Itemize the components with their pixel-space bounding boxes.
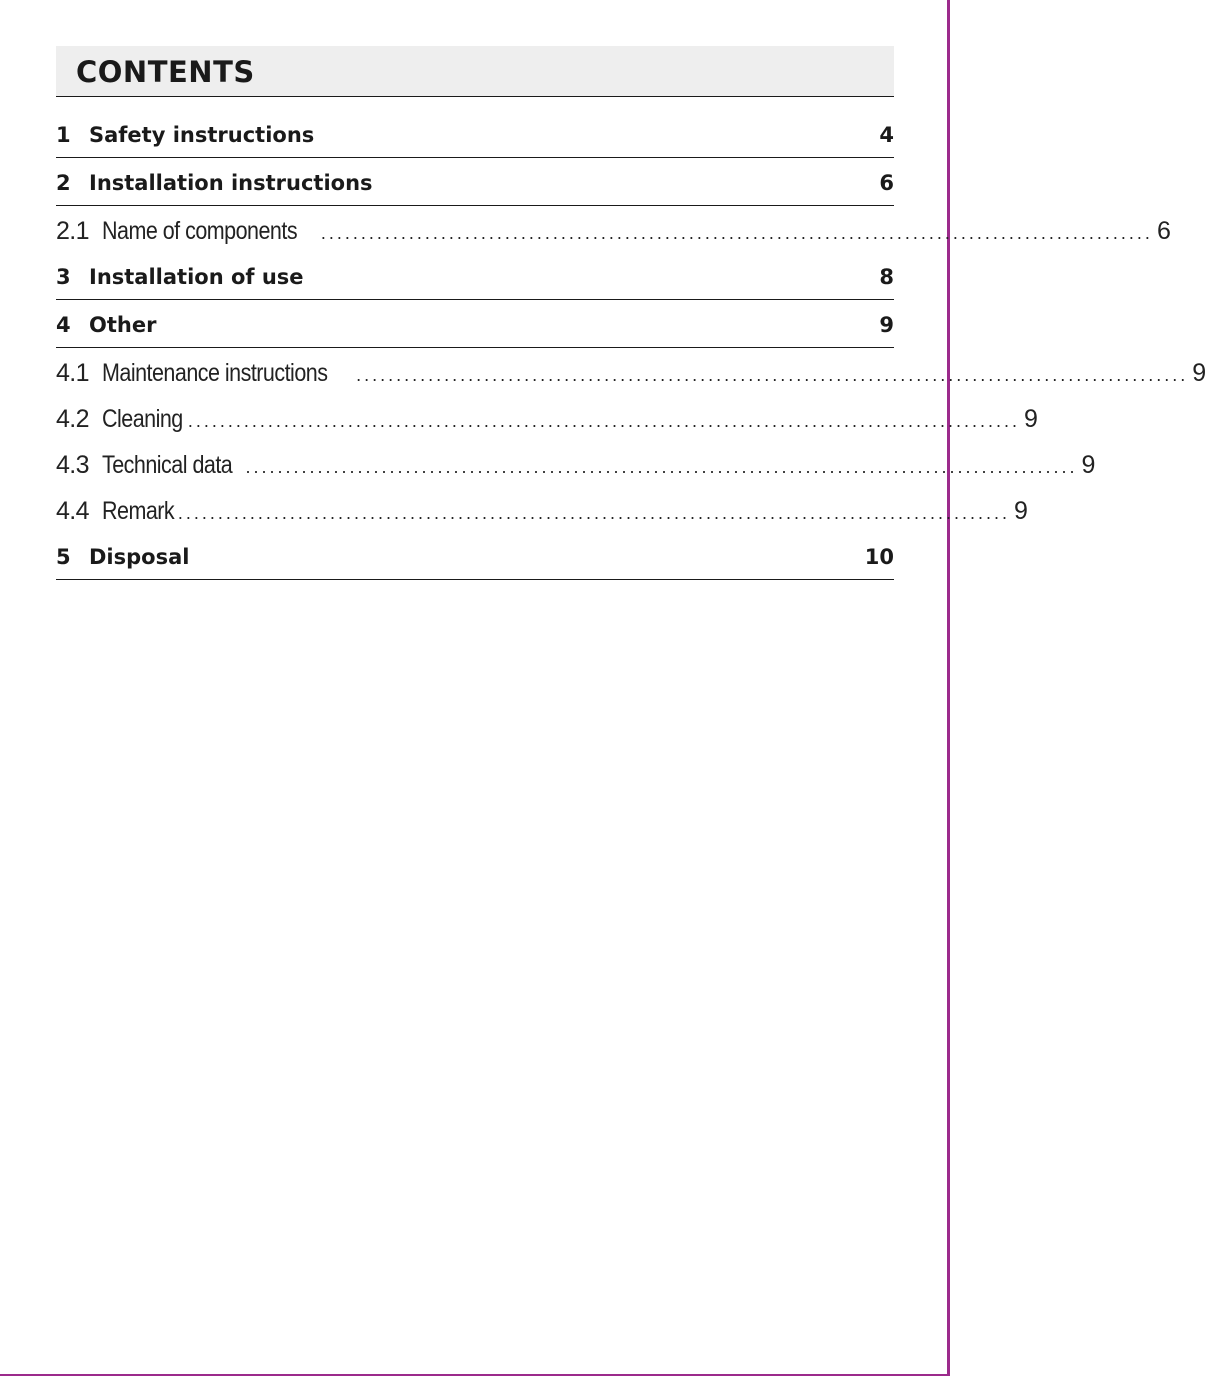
- toc-entry-chapter-5[interactable]: [56, 532, 894, 580]
- entry-number: 4.3: [56, 451, 89, 479]
- toc-entry-chapter-3[interactable]: [56, 252, 894, 300]
- dot-leader: ........................................................................................................: [177, 503, 1011, 523]
- toc-list: [56, 110, 1206, 580]
- dot-leader: ........................................................................................................: [356, 365, 1189, 385]
- entry-label: Disposal: [89, 545, 190, 569]
- toc-entry-chapter-1[interactable]: [56, 110, 894, 158]
- toc-entry-chapter-2[interactable]: [56, 158, 894, 206]
- dot-leader: ........................................................................................................: [245, 457, 1078, 477]
- entry-page-number: 6: [1156, 217, 1171, 245]
- entry-page-number: 9: [879, 313, 894, 337]
- toc-entry-section-4-2[interactable]: [56, 394, 1038, 440]
- entry-number: 1: [56, 123, 71, 147]
- page-edge-right: [947, 0, 950, 1376]
- entry-label: Safety instructions: [89, 123, 315, 147]
- entry-number: 4.2: [56, 405, 89, 433]
- entry-page-number: 9: [1081, 451, 1095, 479]
- contents-header: [56, 46, 894, 97]
- entry-label: Other: [89, 313, 157, 337]
- contents-title: CONTENTS: [76, 55, 255, 89]
- entry-number: 4.4: [56, 497, 89, 525]
- entry-label: Installation of use: [89, 265, 304, 289]
- toc-entry-section-4-4[interactable]: [56, 486, 1028, 532]
- entry-label: Name of components: [102, 217, 298, 245]
- entry-page-number: 4: [879, 123, 894, 147]
- entry-page-number: 8: [879, 265, 894, 289]
- table-of-contents: [56, 46, 1206, 580]
- entry-number: 4.1: [56, 359, 89, 387]
- entry-label: Technical data: [102, 451, 233, 479]
- entry-label: Remark: [102, 497, 175, 525]
- dot-leader: ........................................................................................................: [320, 223, 1153, 243]
- entry-number: 5: [56, 545, 71, 569]
- toc-entry-section-2-1[interactable]: [56, 206, 1171, 252]
- entry-page-number: 9: [1024, 405, 1038, 433]
- entry-page-number: 6: [879, 171, 894, 195]
- toc-entry-chapter-4[interactable]: [56, 300, 894, 348]
- entry-label: Maintenance instructions: [102, 359, 328, 387]
- entry-number: 2: [56, 171, 71, 195]
- entry-label: Cleaning: [102, 405, 183, 433]
- entry-page-number: 9: [1014, 497, 1028, 525]
- toc-entry-section-4-1[interactable]: [56, 348, 1206, 394]
- toc-entry-section-4-3[interactable]: [56, 440, 1095, 486]
- dot-leader: ........................................................................................................: [187, 411, 1020, 431]
- entry-page-number: 10: [864, 545, 894, 569]
- entry-number: 2.1: [56, 217, 89, 245]
- entry-number: 4: [56, 313, 71, 337]
- entry-number: 3: [56, 265, 71, 289]
- entry-page-number: 9: [1192, 359, 1206, 387]
- entry-label: Installation instructions: [89, 171, 373, 195]
